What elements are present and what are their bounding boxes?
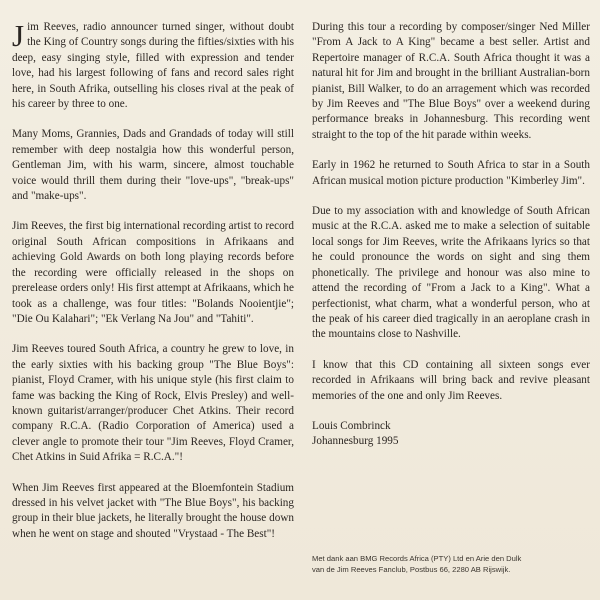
left-column [12, 20, 294, 557]
paragraph-cd-memories: I know that this CD containing all sixteen songs ever recorded in Afrikaans will bring back and revive pleasant memories of the one and only Jim Reeves. [312, 358, 590, 402]
signature-place-date: Johannesburg 1995 [312, 435, 399, 448]
paragraph-kimberley-jim: Early in 1962 he returned to South Africa to star in a South African musical motion picture production "Kimberley Jim". [312, 159, 590, 187]
paragraph-jack-to-a-king: During this tour a recording by composer/singer Ned Miller "From A Jack to A King" became a best seller. Artist and Repertoire manager of R.C.A. South Africa thought it was a natural hit for Jim and brought in the brilliant Australian-born pianist, Bill Walker, to do an arragement which was recorded by Jim Reeves and "The Blue Boys" over a weekend during performance breaks in Johannesburg. This recording went straight to the top of the hit parade within weeks. [312, 21, 590, 141]
paragraph-bloemfontein: When Jim Reeves first appeared at the Bloemfontein Stadium dressed in his velvet jacket with "The Blue Boys", his backing group in their blue jackets, he literally brought the house down when he went on stage and shouted "Vrystaad - The Best"! [12, 481, 294, 540]
credits-line-2: van de Jim Reeves Fanclub, Postbus 66, 2280 AB Rijswijk. [312, 565, 511, 574]
drop-cap: J [12, 18, 25, 53]
signature-block [312, 419, 590, 450]
paragraph-association: Due to my association with and knowledge of South African music at the R.C.A. asked me to make a selection of suitable local songs for Jim Reeves, write the Afrikaans lyrics so that he could pronounce the words on sight and sing them phonetically. The privilege and honour was also mine to attend the recording of "From a Jack to a King". What a perfectionist, what charm, what a wonderful person, who at the peak of his career died tragically in an aeroplane crash in the mountains close to Nashville. [312, 205, 590, 341]
intro-paragraph [12, 20, 294, 112]
signature-name: Louis Combrinck [312, 419, 391, 432]
credits-note [312, 553, 592, 575]
intro-text: im Reeves, radio announcer turned singer, without doubt the King of Country songs during the fifties/sixties with his deep, easy singing style, filled with expression and tender love, had his largest following of fans and record sales right here, in South Afrika, outselling his closes rival at the peak of his career by three to one. [12, 21, 294, 111]
credits-line-1: Met dank aan BMG Records Africa (PTY) Ltd en Arie den Dulk [312, 554, 522, 563]
paragraph-afrikaans-recordings: Jim Reeves, the first big international recording artist to record original South African compositions in Afrikaans and achieving Gold Awards on both long playing records before the recording were officially released in the shops on prerelease orders only! His first attempt at Afrikaans, which he took as a challenge, was four titles: "Bolands Nooientjie"; "Die Ou Kalahari"; "Ek Verlang Na Jou" and "Tahiti". [12, 220, 294, 325]
right-column [312, 20, 590, 465]
paragraph-tour: Jim Reeves toured South Africa, a country he grew to love, in the early sixties with his backing group "The Blue Boys": pianist, Floyd Cramer, with his unique style (his first claim to fame was backing the King of Rock, Elvis Presley) and well-known guitarist/arranger/producer Chet Atkins. Their record company R.C.A. (Radio Corporation of America) used a clever angle to promote their tour "Jim Reeves, Floyd Cramer, Chet Atkins in Suid Afrika = R.C.A."! [12, 343, 294, 464]
paragraph-nostalgia: Many Moms, Grannies, Dads and Grandads of today will still remember with deep nostalgia how this wonderful person, Gentleman Jim, with his warm, sincere, almost touchable voice would thrill them during their "love-ups", "break-ups" and "make-ups". [12, 128, 294, 203]
